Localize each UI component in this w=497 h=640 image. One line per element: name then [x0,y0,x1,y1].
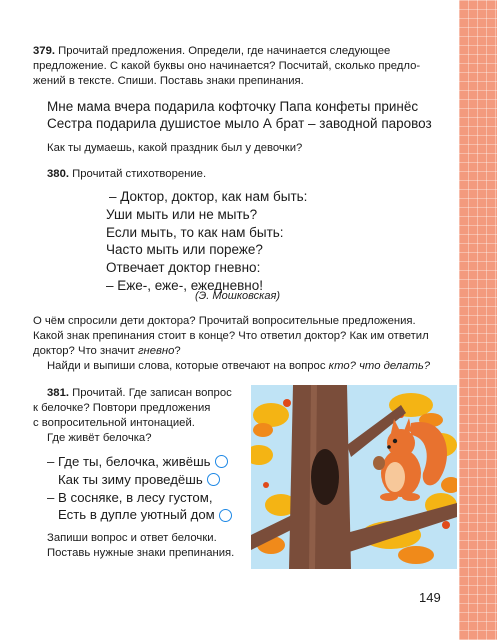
ex380-poem [106,188,307,295]
poem-author: (Э. Мошковская) [195,290,280,302]
text-line: – В сосняке, в лесу густом, [47,489,213,505]
ex379-instruction-line3: жений в тексте. Спиши. Поставь знаки препинания. [33,75,304,87]
ex380-question-line3: доктор? Что значит гневно? [33,345,181,357]
poem-line: – Доктор, доктор, как нам быть: [109,189,308,204]
ex379-number: 379. [33,45,55,57]
ex379-question: Как ты думаешь, какой праздник был у девочки? [47,142,303,154]
ex381-number: 381. [47,387,69,399]
answer-circle-icon[interactable] [215,455,228,468]
ex379-instruction-line2: предложение. С какой буквы оно начинается? Посчитай, сколько предло- [33,60,421,72]
ex380-instruction: 380. Прочитай стихотворение. [47,168,207,180]
ex379-text-line2: Сестра подарила душистое мыло А брат – заводной паровоз [47,116,432,131]
poem-line: Часто мыть или пореже? [106,242,263,258]
ex380-question-line2: Какой знак препинания стоит в конце? Что ответил доктор? Как им ответил [33,330,429,342]
poem-line: Если мыть, то как нам быть: [106,224,284,240]
squirrel-illustration [251,385,457,569]
ex381-instruction-line4: Где живёт белочка? [47,432,152,444]
poem-line: Отвечает доктор гневно: [106,260,261,276]
ex379-text-line1: Мне мама вчера подарила кофточку Папа конфеты принёс [47,99,419,114]
poem-line: – Еже-, еже-, ежедневно! [106,277,264,293]
ex381-task-line2: Поставь нужные знаки препинания. [47,547,235,559]
ex380-number: 380. [47,168,69,180]
answer-circle-icon[interactable] [219,509,232,522]
text-line: Есть в дупле уютный дом [47,506,232,524]
ex381-instruction-line3: с вопросительной интонацией. [33,417,195,429]
ex381-instruction-line1: 381. Прочитай. Где записан вопрос [47,387,232,399]
ex380-question-line1: О чём спросили дети доктора? Прочитай вопросительные предложения. [33,315,416,327]
ex381-text [47,453,232,524]
ex379-instruction-line1: 379. Прочитай предложения. Определи, где начинается следующее [33,45,391,57]
page-edge-grid [459,0,497,640]
ex381-instruction-line2: к белочке? Повтори предложения [33,402,211,414]
text-line: – Где ты, белочка, живёшь [47,453,232,471]
text-line: Как ты зиму проведёшь [47,471,232,489]
ex380-question-line4: Найди и выпиши слова, которые отвечают на вопрос кто? что делать? [47,360,431,372]
page-number: 149 [419,590,441,605]
poem-line: Уши мыть или не мыть? [106,206,258,222]
answer-circle-icon[interactable] [207,473,220,486]
ex381-task-line1: Запиши вопрос и ответ белочки. [47,532,217,544]
